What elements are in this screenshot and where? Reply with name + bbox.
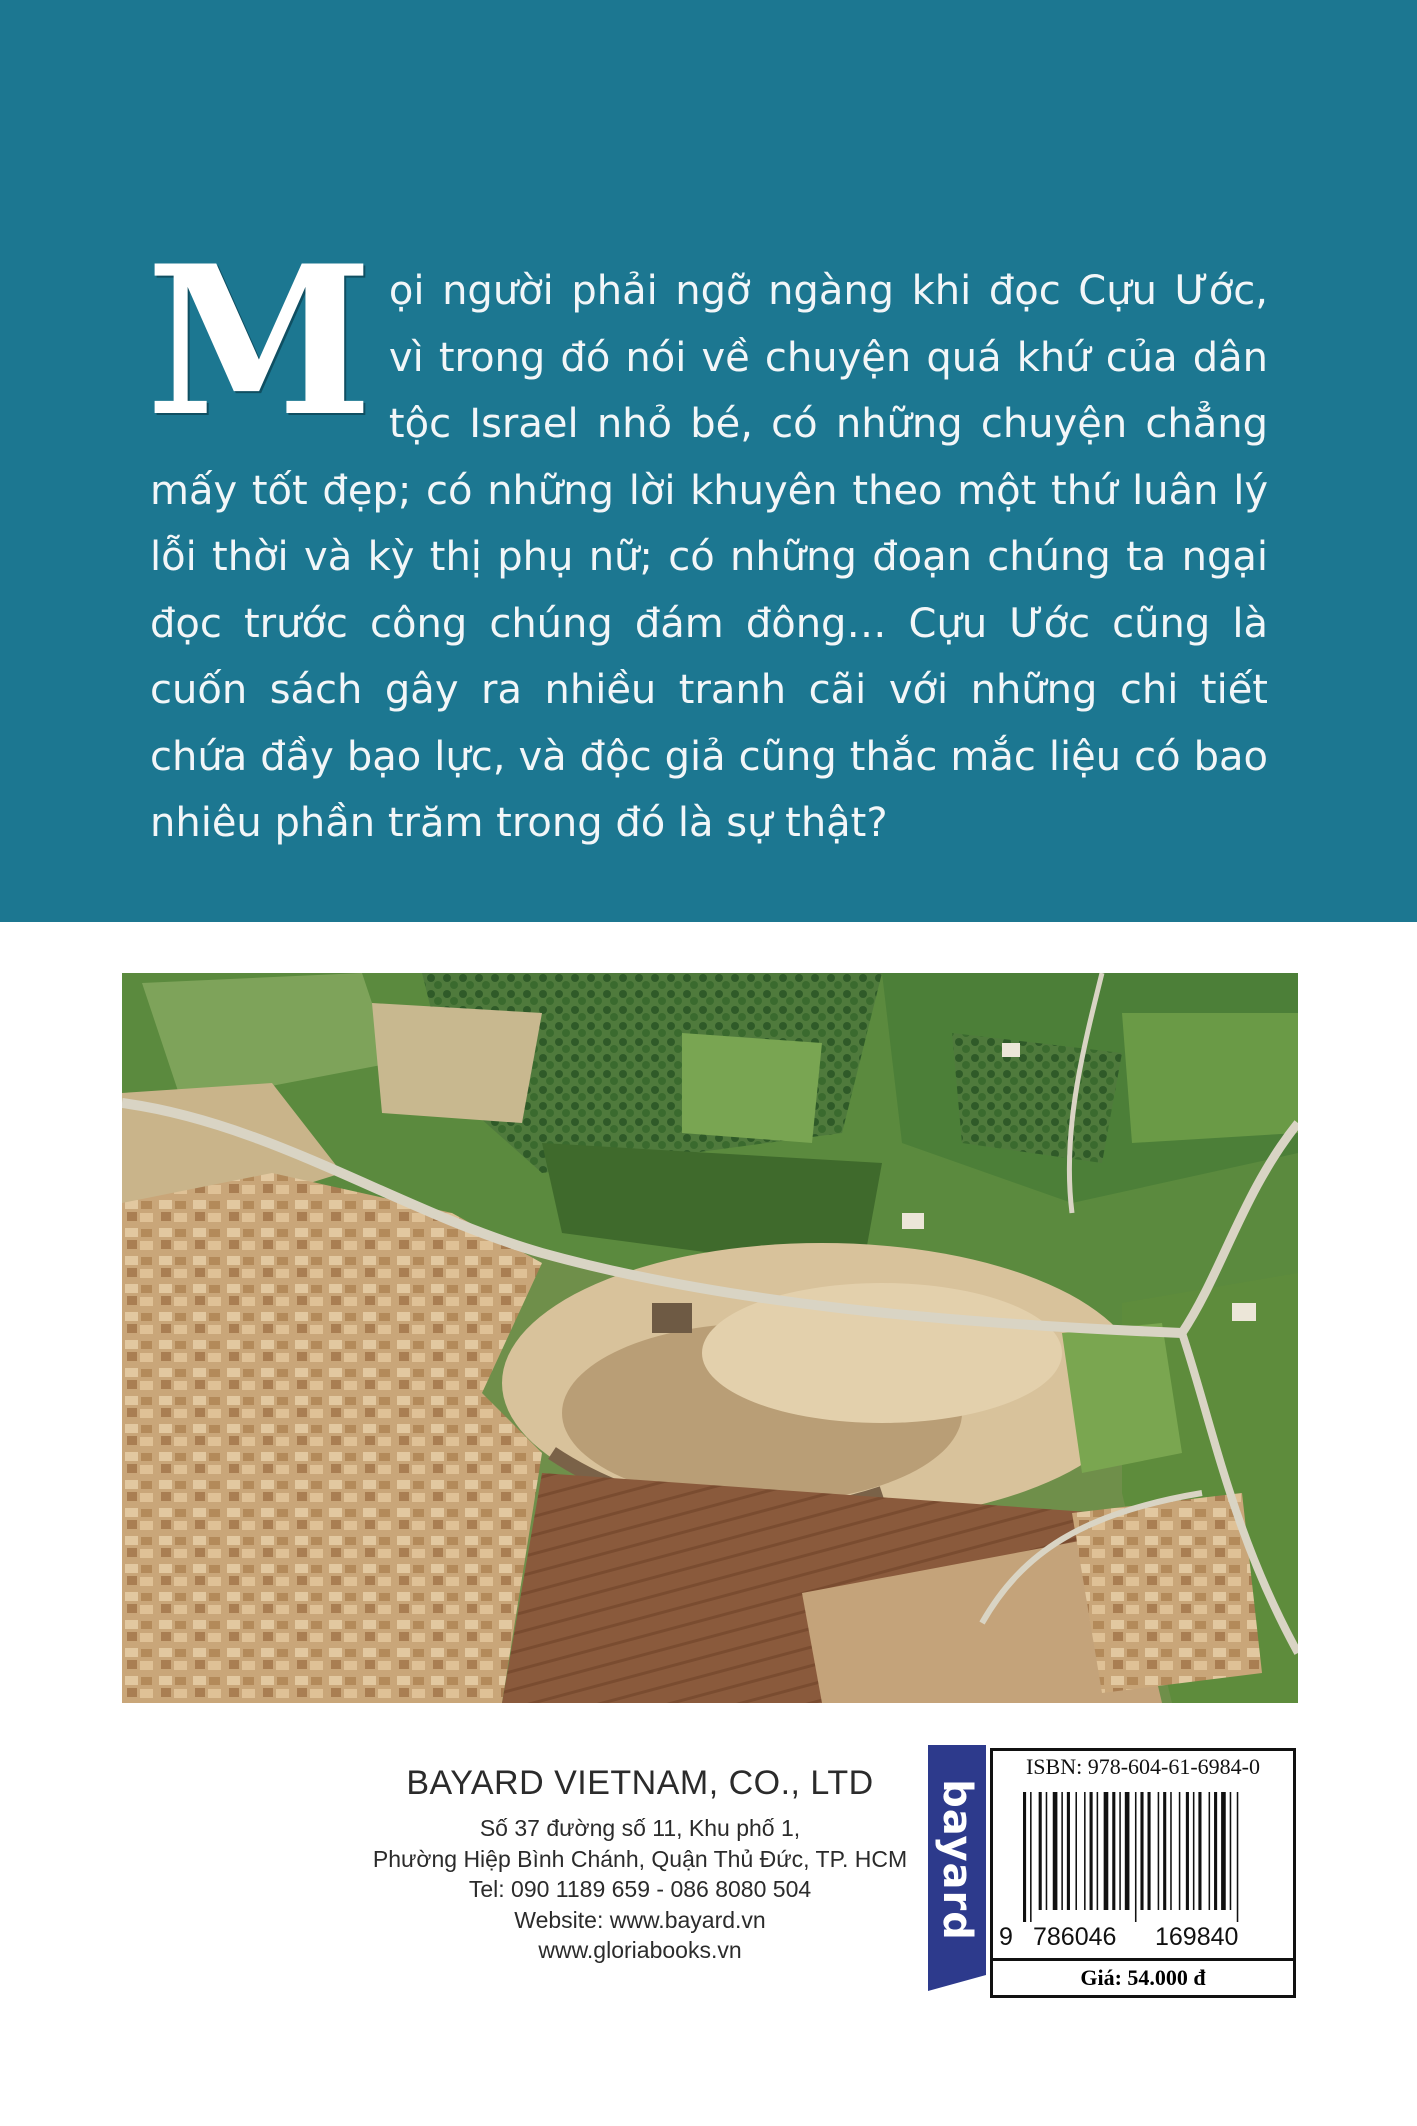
barcode-bar [1237, 1792, 1239, 1922]
publisher-address-line1: Số 37 đường số 11, Khu phố 1, [479, 1815, 801, 1841]
barcode-bar [1112, 1792, 1115, 1910]
publisher-website-gloria: www.gloriabooks.vn [538, 1937, 742, 1963]
barcode-bar [1170, 1792, 1172, 1910]
barcode-bar [1230, 1792, 1232, 1910]
isbn-label: ISBN: 978-604-61-6984-0 [1025, 1754, 1261, 1779]
barcode-bar [1140, 1792, 1143, 1910]
barcode-bar [1135, 1792, 1137, 1922]
barcode-bar [1163, 1792, 1166, 1910]
barcode-bar [1097, 1792, 1099, 1910]
publisher-info [330, 1764, 950, 1966]
blurb-text-block [146, 222, 1268, 857]
barcode-bar [1030, 1792, 1032, 1922]
barcode [1019, 1792, 1271, 1922]
barcode-bar [1046, 1792, 1048, 1910]
barcode-bar [1090, 1792, 1093, 1910]
barcode-bar [1039, 1792, 1042, 1910]
barcode-bar [1119, 1792, 1121, 1910]
barcode-bar [1104, 1792, 1109, 1910]
publisher-website: Website: www.bayard.vn [514, 1906, 766, 1933]
isbn-barcode-box [990, 1748, 1296, 1998]
barcode-bar [1186, 1792, 1189, 1910]
barcode-bar [1158, 1792, 1160, 1910]
bayard-logo-text: bayard [934, 1779, 980, 1941]
barcode-bar [1061, 1792, 1063, 1910]
barcode-bar [1084, 1792, 1086, 1910]
price-label: Giá: 54.000 đ [990, 1958, 1296, 1998]
publisher-name: BAYARD VIETNAM, CO., LTD [406, 1764, 874, 1802]
barcode-bar [1023, 1792, 1026, 1922]
bayard-logo [928, 1745, 986, 1975]
drop-cap: M [146, 222, 373, 462]
aerial-photo [122, 973, 1298, 1703]
barcode-bar [1125, 1792, 1130, 1910]
barcode-bar [1214, 1792, 1217, 1910]
barcode-bar [1221, 1792, 1226, 1910]
publisher-address-line2: Phường Hiệp Bình Chánh, Quận Thủ Đức, TP. HCM [372, 1845, 908, 1872]
barcode-digit-first: 9 [999, 1923, 1013, 1951]
barcode-bar [1148, 1792, 1151, 1910]
publisher-tel: Tel: 090 1189 659 - 086 8080 504 [468, 1876, 812, 1902]
blurb-panel [0, 0, 1417, 922]
barcode-bar [1193, 1792, 1195, 1910]
barcode-bar [1179, 1792, 1181, 1910]
barcode-digits-right: 169840 [1155, 1923, 1239, 1951]
barcode-bar [1209, 1792, 1211, 1910]
barcode-bar [1067, 1792, 1070, 1910]
blurb-text: ọi người phải ngỡ ngàng khi đọc Cựu Ước, vì trong đó nói về chuyện quá khứ của dân tộc Israel nhỏ bé, có những chuyện chẳng mấy tốt đẹp; có những lời khuyên theo một thứ luân lý lỗi thời và kỳ thị phụ nữ; có những đoạn chúng ta ngại đọc trước công chúng đám đông… Cựu Ước cũng là cuốn sách gây ra nhiều tranh cãi với những chi tiết chứa đầy bạo lực, và độc giả cũng thắc mắc liệu có bao nhiêu phần trăm trong đó là sự thật? [150, 268, 1268, 846]
barcode-bar [1198, 1792, 1201, 1910]
barcode-bar [1075, 1792, 1077, 1910]
barcode-bar [1053, 1792, 1058, 1910]
barcode-digits-left: 786046 [1033, 1923, 1117, 1951]
